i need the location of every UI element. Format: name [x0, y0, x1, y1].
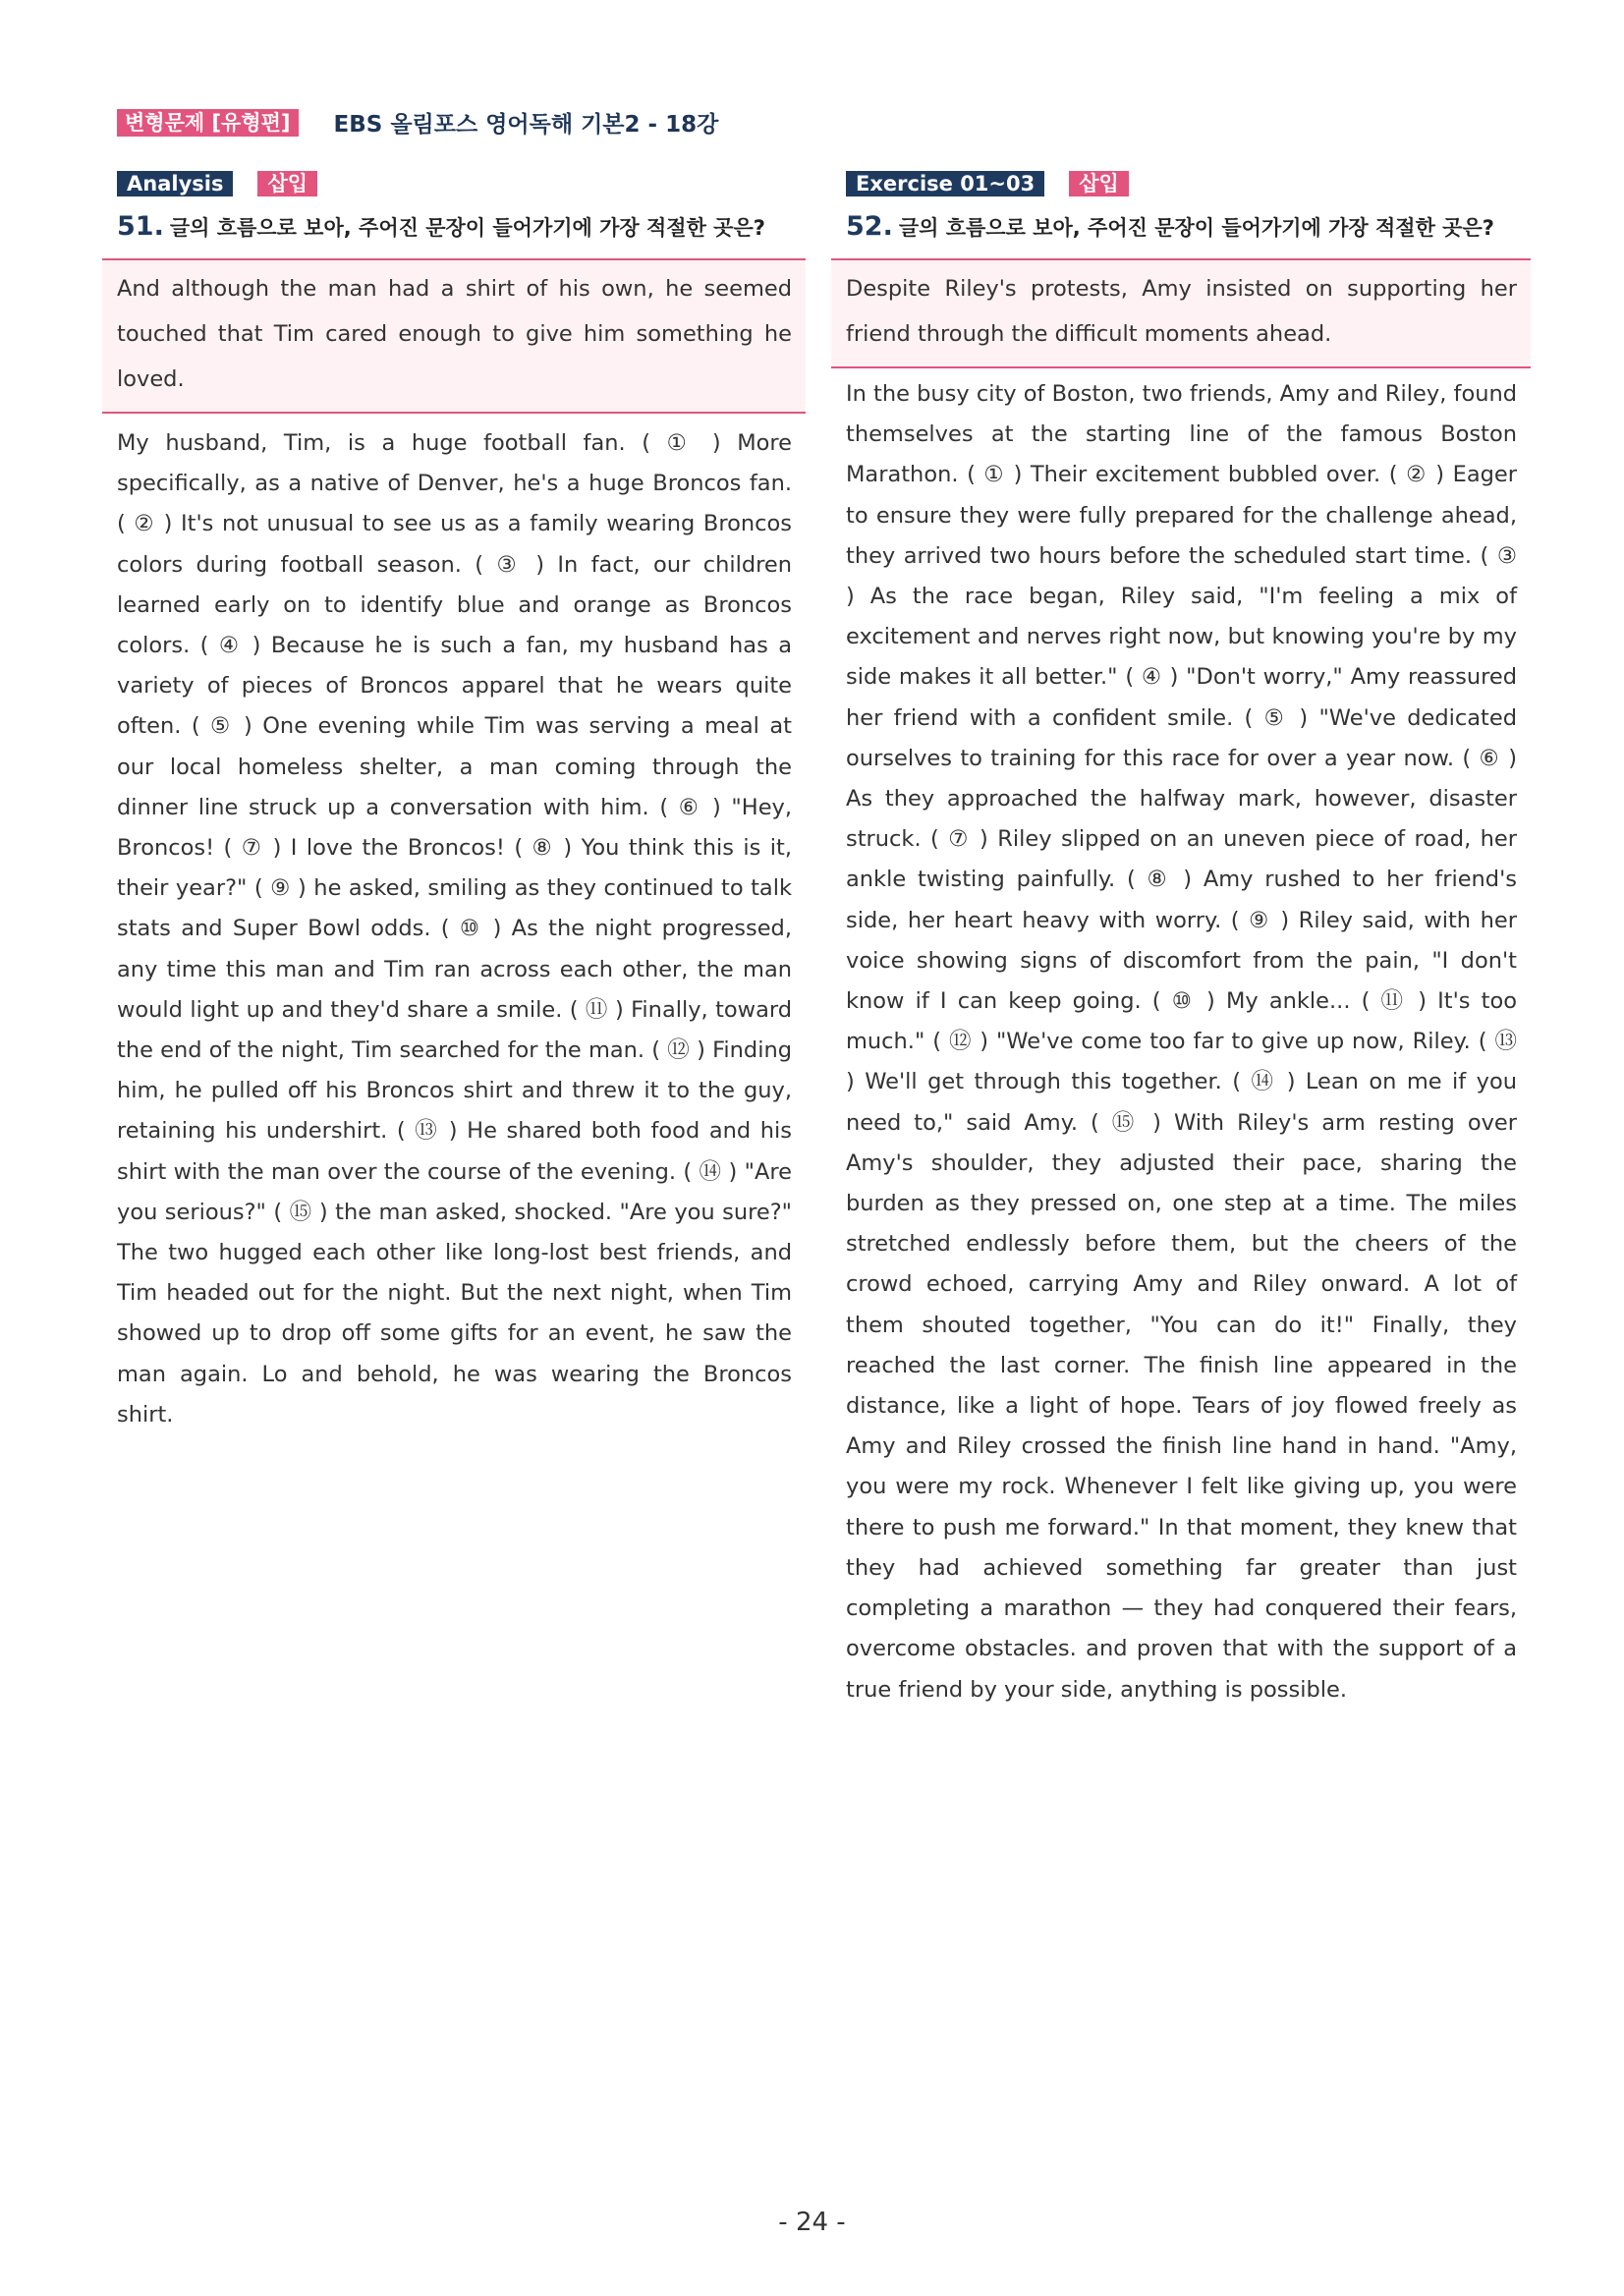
left-column: [102, 171, 806, 1435]
passage: In the busy city of Boston, two friends, Amy and Riley, found themselves at the starting line of the famous Boston Marathon. ( ① ) Their excitement bubbled over. ( ② ) Eager to ensure they were fully prepared for the challenge ahead, they arrived two hours before the scheduled start time. ( ③ ) As the race began, Riley said, "I'm feeling a mix of excitement and nerves right now, but knowing you're by my side makes it all better." ( ④ ) "Don't worry," Amy reassured her friend with a confident smile. ( ⑤ ) "We've dedicated ourselves to training for this race for over a year now. ( ⑥ ) As they approached the halfway mark, however, disaster struck. ( ⑦ ) Riley slipped on an uneven piece of road, her ankle twisting painfully. ( ⑧ ) Amy rushed to her friend's side, her heart heavy with worry. ( ⑨ ) Riley said, with her voice showing signs of discomfort from the pain, "I don't know if I can keep going. ( ⑩ ) My ankle... ( ⑪ ) It's too much." ( ⑫ ) "We've come too far to give up now, Riley. ( ⑬ ) We'll get through this together. ( ⑭ ) Lean on me if you need to," said Amy. ( ⑮ ) With Riley's arm resting over Amy's shoulder, they adjusted their pace, sharing the burden as they pressed on, one step at a time. The miles stretched endlessly before them, but the cheers of the crowd echoed, carrying Amy and Riley onward. A lot of them shouted together, "You can do it!" Finally, they reached the last corner. The finish line appeared in the distance, like a light of hope. Tears of joy flowed freely as Amy and Riley crossed the finish line hand in hand. "Amy, you were my rock. Whenever I felt like giving up, you were there to push me forward." In that moment, they knew that they had achieved something far greater than just completing a marathon — they had conquered their fears, overcome obstacles. and proven that with the support of a true friend by your side, anything is possible.: [846, 381, 1518, 1703]
question-text: 글의 흐름으로 보아, 주어진 문장이 들어가기에 가장 적절한 곳은?: [169, 216, 765, 240]
passage: My husband, Tim, is a huge football fan. ( ① ) More specifically, as a native of Denver, he's a huge Broncos fan. ( ② ) It's not unusual to see us as a family wearing Broncos colors during football season. ( ③ ) In fact, our children learned early on to identify blue and orange as Broncos colors. ( ④ ) Because he is such a fan, my husband has a variety of pieces of Broncos apparel that he wears quite often. ( ⑤ ) One evening while Tim was serving a meal at our local homeless shelter, a man coming through the dinner line struck up a conversation with him. ( ⑥ ) "Hey, Broncos! ( ⑦ ) I love the Broncos! ( ⑧ ) You think this is it, their year?" ( ⑨ ) he asked, smiling as they continued to talk stats and Super Bowl odds. ( ⑩ ) As the night progressed, any time this man and Tim ran across each other, the man would light up and they'd share a smile. ( ⑪ ) Finally, toward the end of the night, Tim searched for the man. ( ⑫ ) Finding him, he pulled off his Broncos shirt and threw it to the guy, retaining his undershirt. ( ⑬ ) He shared both food and his shirt with the man over the course of the evening. ( ⑭ ) "Are you serious?" ( ⑮ ) the man asked, shocked. "Are you sure?" The two hugged each other like long-lost best friends, and Tim headed out for the night. But the next night, when Tim showed up to drop off some gifts for an event, he saw the man again. Lo and behold, he was wearing the Broncos shirt.: [117, 430, 792, 1428]
given-sentence: Despite Riley's protests, Amy insisted on supporting her friend through the difficult moments ahead.: [846, 276, 1517, 347]
page-number: - 24 -: [778, 2208, 846, 2237]
question-number: 52.: [846, 211, 893, 242]
question: [117, 208, 806, 247]
header-tag: 변형문제 [유형편]: [117, 109, 299, 137]
section-tag: Exercise 01~03: [846, 171, 1044, 196]
header-title: EBS 올림포스 영어독해 기본2 - 18강: [333, 112, 719, 138]
question: [846, 208, 1531, 247]
given-sentence: And although the man had a shirt of his own, he seemed touched that Tim cared enough to give him something he loved.: [117, 276, 792, 392]
type-tag: 삽입: [1069, 171, 1129, 196]
left-tags: [117, 171, 806, 196]
section-tag: Analysis: [117, 171, 233, 196]
question-text: 글의 흐름으로 보아, 주어진 문장이 들어가기에 가장 적절한 곳은?: [898, 216, 1494, 240]
page-header: [117, 106, 718, 139]
right-column: [831, 171, 1531, 1710]
given-sentence-box: [102, 258, 806, 414]
question-number: 51.: [117, 211, 164, 242]
type-tag: 삽입: [257, 171, 317, 196]
right-tags: [846, 171, 1531, 196]
given-sentence-box: [831, 258, 1531, 368]
